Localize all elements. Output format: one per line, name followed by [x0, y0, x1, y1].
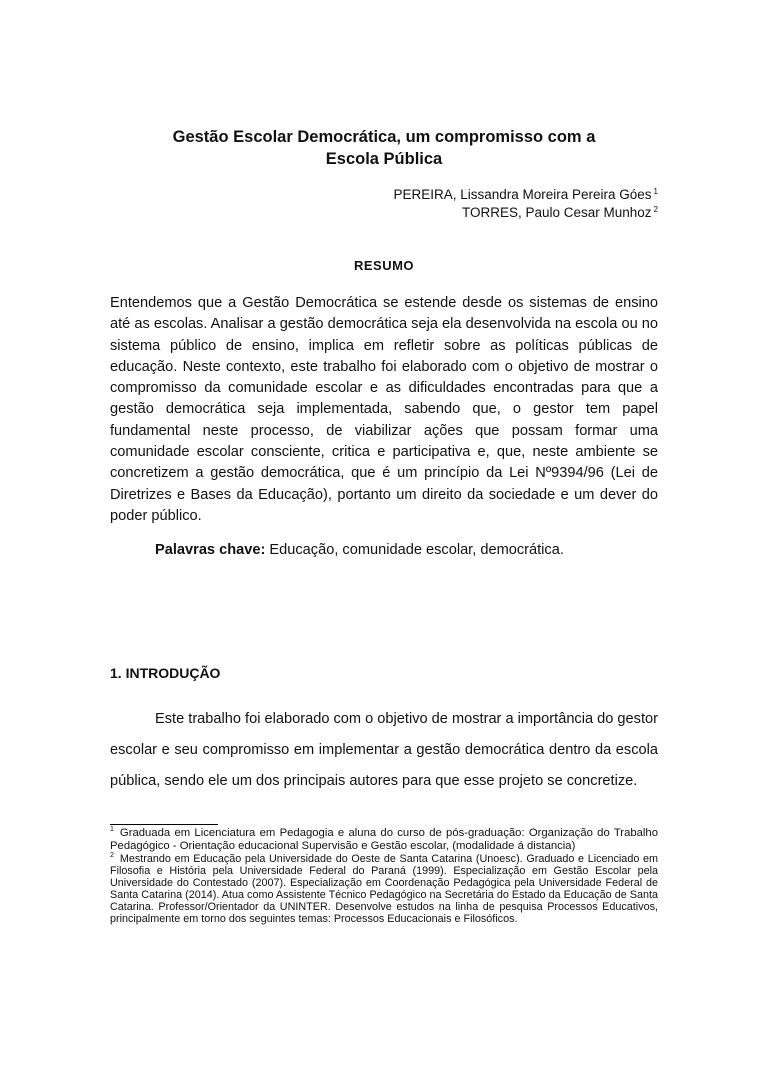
document-title	[110, 126, 658, 170]
author-1-footnote-mark[interactable]: 1	[653, 186, 658, 196]
footnotes	[110, 824, 658, 925]
title-line-2: Escola Pública	[325, 150, 443, 168]
author-2-name: TORRES, Paulo Cesar Munhoz	[461, 205, 652, 220]
keywords-text: Educação, comunidade escolar, democrática.	[265, 542, 564, 558]
author-line-2	[110, 204, 658, 222]
abstract-heading: RESUMO	[353, 258, 415, 273]
keywords-label: Palavras chave:	[155, 542, 266, 558]
footnote-2-text: Mestrando em Educação pela Universidade do Oeste de Santa Catarina (Unoesc). Graduado e Licenciado em Filosofia e História pela Universidade Federal do Paraná (1999). Especialização em Gestão Escolar pela Universidade do Contestado (2007). Especialização em Coordenação Pedagógica pela Universidade Federal de Santa Catarina (2014). Atua como Assistente Técnico Pedagógico na Secretária do Estado da Educação de Santa Catarina. Professor/Orientador da UNINTER. Desenvolve estudos na linha de pesquisa Processos Educativos, principalmente em torno dos seguintes temas: Processos Educacionais e Filosóficos.	[110, 853, 658, 925]
keywords	[155, 540, 658, 560]
author-2-footnote-mark[interactable]: 2	[653, 204, 658, 214]
footnote-1-mark: 1	[110, 826, 114, 834]
section-1-heading: 1. INTRODUÇÃO	[110, 665, 221, 681]
section-1-text: Este trabalho foi elaborado com o objetivo de mostrar a importância do gestor escolar e seu compromisso em implementar a gestão democrática dentro da escola pública, sendo ele um dos principais autores para que esse projeto se concretize.	[110, 711, 658, 789]
footnote-2-mark: 2	[110, 852, 114, 860]
abstract-text: Entendemos que a Gestão Democrática se estende desde os sistemas de ensino até as escolas. Analisar a gestão democrática seja ela desenvolvida na escola ou no sistema público de ensino, implica em refletir sobre as políticas públicas de educação. Neste contexto, este trabalho foi elaborado com o objetivo de mostrar o compromisso da comunidade escolar e as dificuldades encontradas para que a gestão democrática seja implementada, sabendo que, o gestor tem papel fundamental neste processo, de viabilizar ações que possam formar uma comunidade escolar consciente, critica e participativa e, que, neste ambiente se concretizem a gestão democrática, que é um princípio da Lei Nº9394/96 (Lei de Diretrizes e Bases da Educação), portanto um direito da sociedade e um dever do poder público.	[110, 295, 658, 524]
author-1-name: PEREIRA, Lissandra Moreira Pereira Góes	[393, 187, 652, 202]
author-line-1	[110, 186, 658, 204]
footnote-1-text: Graduada em Licenciatura em Pedagogia e aluna do curso de pós-graduação: Organização do Trabalho Pedagógico - Orientação educacional Supervisão e Gestão escolar, (modalidade á distancia)	[110, 827, 658, 852]
footnote-2	[110, 853, 658, 925]
footnote-1	[110, 824, 658, 853]
title-line-1: Gestão Escolar Democrática, um compromisso com a	[172, 128, 596, 146]
